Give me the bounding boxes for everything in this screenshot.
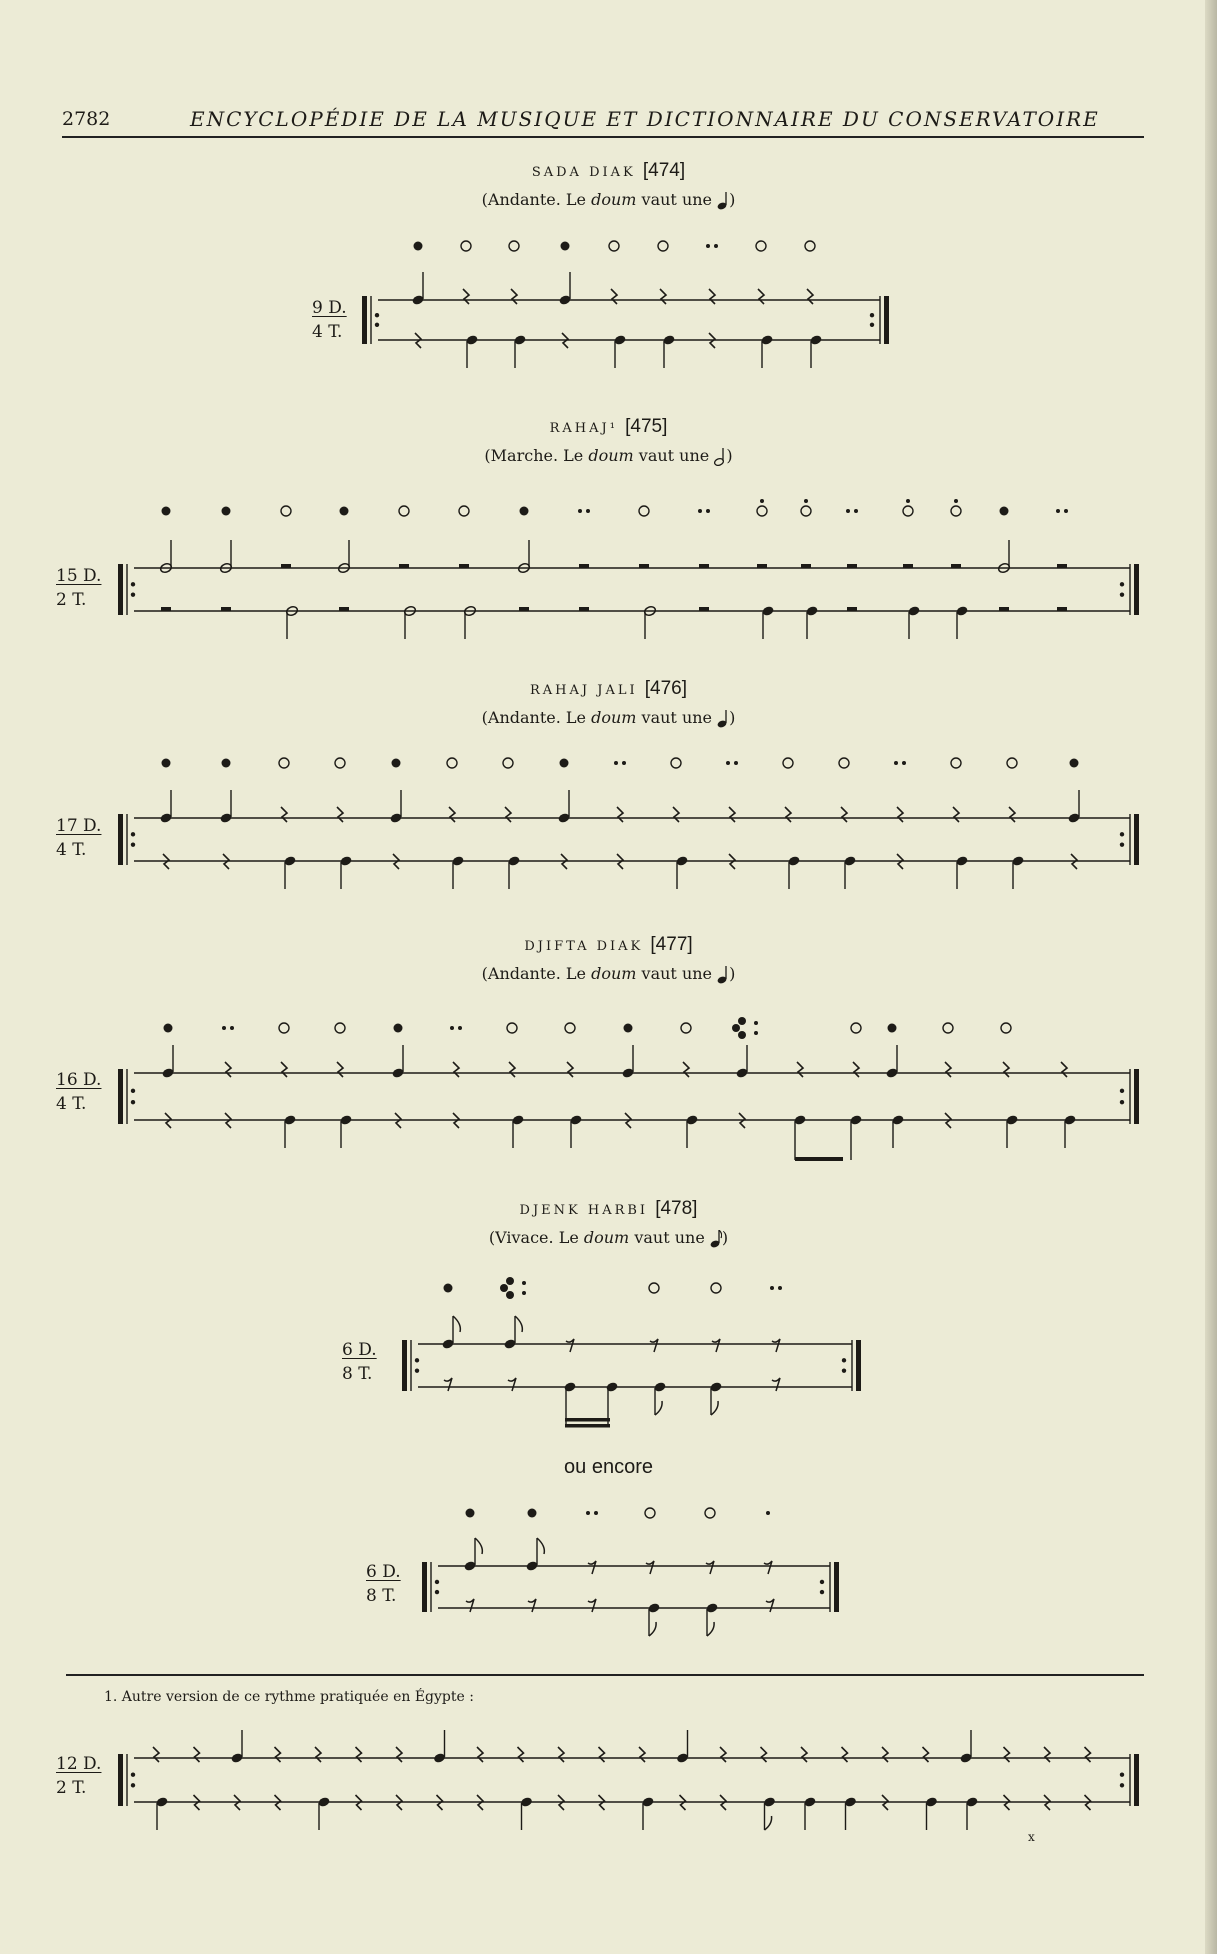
score-footnote-rest (882, 1747, 888, 1762)
score-478-rest (650, 1339, 658, 1352)
score-475-mark (854, 509, 858, 513)
score-478-right-dot (842, 1368, 846, 1372)
score-474-right-dot (870, 313, 874, 317)
score-alt-rest (588, 1599, 596, 1612)
score-477-left-thick-bar (118, 1069, 123, 1124)
rhythm-title-476: RAHAJ JALI [476] (529, 678, 688, 699)
score-alt-right-thick-bar (834, 1562, 839, 1612)
score-footnote-rest (356, 1747, 362, 1762)
score-alt-rest (766, 1599, 774, 1612)
score-477-rest (509, 1062, 515, 1077)
score-474-tek-mark (805, 241, 815, 251)
meter-475: 15 D. 2 T. (56, 566, 102, 610)
score-474-rest (709, 289, 715, 304)
meter-474: 9 D. 4 T. (312, 298, 347, 342)
score-footnote-left-dot (131, 1783, 135, 1787)
score-footnote-rest (153, 1747, 159, 1762)
score-478-beam (565, 1418, 610, 1422)
score-478-mark (506, 1277, 514, 1285)
score-footnote-right-dot (1120, 1783, 1124, 1787)
score-476-tek-mark (839, 758, 849, 768)
score-footnote-left-dot (131, 1773, 135, 1777)
score-476-doum-mark (560, 759, 569, 768)
page-number: 2782 (62, 108, 111, 130)
score-475-rest (951, 564, 961, 568)
score-footnote-rest (842, 1747, 848, 1762)
score-477-right-thick-bar (1134, 1069, 1139, 1124)
tempo-478: (Vivace. Le doum vaut une ) (488, 1228, 729, 1247)
score-477-tek-mark (507, 1023, 517, 1033)
score-475-rest (281, 564, 291, 568)
score-footnote-rest (275, 1747, 281, 1762)
score-478-rest (712, 1339, 720, 1352)
score-475-doum-mark (340, 507, 349, 516)
score-475-rest (519, 607, 529, 611)
score-footnote-rest (518, 1747, 524, 1762)
score-475-mark (698, 509, 702, 513)
score-footnote-rest (599, 1747, 605, 1762)
score-474-rest (660, 289, 666, 304)
score-477-mark (732, 1024, 740, 1032)
score-alt-left-dot (435, 1590, 439, 1594)
score-footnote-rest (639, 1747, 645, 1762)
score-alt-rest (528, 1599, 536, 1612)
score-476-rest (449, 807, 455, 822)
score-475-rest (639, 564, 649, 568)
score-477-left-dot (131, 1100, 135, 1104)
footnote-text: 1. Autre version de ce rythme pratiquée en Égypte : (104, 1689, 474, 1705)
score-476-doum-mark (392, 759, 401, 768)
score-477-beam (795, 1157, 843, 1161)
score-476-rest (953, 807, 959, 822)
score-477-tek-mark (335, 1023, 345, 1033)
score-footnote-rest (477, 1747, 483, 1762)
score-475-rest (757, 564, 767, 568)
score-footnote-rest (1004, 1747, 1010, 1762)
score-476-tek-mark (671, 758, 681, 768)
score-475-rest (801, 564, 811, 568)
meter-footnote: 12 D. 2 T. (56, 1754, 102, 1798)
score-474-left-thick-bar (362, 296, 367, 344)
score-478-mark (500, 1284, 508, 1292)
score-476-mark (614, 761, 618, 765)
score-476-doum-mark (162, 759, 171, 768)
score-alt-mark (586, 1511, 590, 1515)
score-footnote-right-thick-bar (1134, 1754, 1139, 1806)
score-476-tek-mark (447, 758, 457, 768)
score-477-rest (281, 1062, 287, 1077)
score-475-right-dot (1120, 592, 1124, 596)
score-475-tek-mark (951, 506, 961, 516)
score-478-doum-note-flag (515, 1316, 522, 1332)
score-footnote-right-dot (1120, 1773, 1124, 1777)
score-476-left-dot (131, 842, 135, 846)
score-alt-rest (706, 1561, 714, 1574)
score-475-rest (579, 564, 589, 568)
score-475-tek-mark (757, 506, 767, 516)
score-476-rest (897, 807, 903, 822)
score-477-mark (738, 1017, 746, 1025)
score-474-tek-mark (509, 241, 519, 251)
score-476-tek-mark (503, 758, 513, 768)
score-474-rest (758, 289, 764, 304)
rhythm-title-475: RAHAJ¹ [475] (549, 416, 668, 437)
score-alt-right-dot (820, 1580, 824, 1584)
score-475-doum-mark (162, 507, 171, 516)
rhythm-title-478: DJENK HARBI [478] (519, 1198, 698, 1219)
score-475-tek-mark (801, 506, 811, 516)
score-footnote-left-thick-bar (118, 1754, 123, 1806)
score-477-rest (1061, 1062, 1067, 1077)
score-footnote-rest (1044, 1747, 1050, 1762)
score-477-mark (230, 1026, 234, 1030)
score-475-right-thick-bar (1134, 564, 1139, 615)
score-477-rest (683, 1062, 689, 1077)
score-alt-mark (594, 1511, 598, 1515)
score-477-doum-mark (394, 1024, 403, 1033)
score-475-tek-mark (281, 506, 291, 516)
score-475-rest (339, 607, 349, 611)
score-475-left-dot (131, 592, 135, 596)
score-478-right-thick-bar (856, 1340, 861, 1391)
score-476-tek-mark (335, 758, 345, 768)
score-476-rest (281, 807, 287, 822)
score-476-rest (617, 807, 623, 822)
score-478-mark (522, 1291, 526, 1295)
score-478-doum-note-flag (453, 1316, 460, 1332)
score-475-tek-mark (459, 506, 469, 516)
score-475-mark (578, 509, 582, 513)
score-474-tek-mark (609, 241, 619, 251)
score-alt-doum-note-flag (475, 1538, 482, 1554)
score-476-left-dot (131, 832, 135, 836)
score-477-tek-mark (943, 1023, 953, 1033)
score-476-tek-mark (951, 758, 961, 768)
score-477-mark (754, 1031, 758, 1035)
score-alt-mark (766, 1511, 770, 1515)
score-475-tek-mark (399, 506, 409, 516)
score-footnote-rest (396, 1747, 402, 1762)
score-475-mark (586, 509, 590, 513)
score-476-mark (734, 761, 738, 765)
score-alt-tek-mark (705, 1508, 715, 1518)
score-alt-tek-mark (645, 1508, 655, 1518)
score-477-doum-mark (624, 1024, 633, 1033)
score-footnote-rest (923, 1747, 929, 1762)
score-474-tek-mark (658, 241, 668, 251)
score-474-tek-mark (461, 241, 471, 251)
tempo-476: (Andante. Le doum vaut une ) (481, 708, 736, 727)
score-475-rest (399, 564, 409, 568)
score-474-doum-mark (561, 242, 570, 251)
score-478-tek-note-flag (711, 1401, 718, 1415)
score-477-tek-mark (681, 1023, 691, 1033)
score-alt-rest (588, 1561, 596, 1574)
score-474-left-dot (375, 323, 379, 327)
score-475-mark (706, 509, 710, 513)
score-477-rest (853, 1062, 859, 1077)
tempo-477: (Andante. Le doum vaut une ) (481, 964, 736, 983)
score-478-left-dot (415, 1358, 419, 1362)
score-477-mark (754, 1021, 758, 1025)
score-475-doum-mark (520, 507, 529, 516)
score-474-left-dot (375, 313, 379, 317)
score-alt-doum-mark (528, 1509, 537, 1518)
rhythm-title-474: SADA DIAK [474] (531, 160, 686, 181)
score-478-beam (565, 1424, 610, 1428)
score-475-rest (1057, 607, 1067, 611)
score-475-rest (699, 564, 709, 568)
score-475-rest (161, 607, 171, 611)
score-477-mark (738, 1031, 746, 1039)
tempo-474: (Andante. Le doum vaut une ) (481, 190, 736, 209)
score-footnote-rest (761, 1747, 767, 1762)
score-477-tek-mark (279, 1023, 289, 1033)
score-475-rest (903, 564, 913, 568)
score-477-tek-mark (565, 1023, 575, 1033)
score-478-left-dot (415, 1368, 419, 1372)
score-475-doum-mark (1000, 507, 1009, 516)
score-478-rest (508, 1378, 516, 1391)
score-474-rest (511, 289, 517, 304)
score-alt-tek-note-flag (649, 1622, 656, 1636)
alt-label: ou encore (564, 1456, 653, 1478)
score-477-rest (945, 1062, 951, 1077)
score-footnote-rest (720, 1747, 726, 1762)
score-475-rest (847, 564, 857, 568)
score-477-right-dot (1120, 1089, 1124, 1093)
score-footnote-tek-note-flag (765, 1816, 772, 1830)
score-477-tek-mark (1001, 1023, 1011, 1033)
score-478-mark (778, 1286, 782, 1290)
score-477-doum-mark (164, 1024, 173, 1033)
score-478-left-thick-bar (402, 1340, 407, 1391)
score-476-tek-mark (783, 758, 793, 768)
score-474-rest (807, 289, 813, 304)
score-475-rest (999, 607, 1009, 611)
score-478-right-dot (842, 1358, 846, 1362)
score-476-doum-mark (222, 759, 231, 768)
score-477-doum-mark (888, 1024, 897, 1033)
corner-mark: x (1028, 1830, 1035, 1844)
meter-478: 6 D. 8 T. (342, 1340, 377, 1384)
score-474-tek-mark (756, 241, 766, 251)
score-475-right-dot (1120, 582, 1124, 586)
score-478-mark (522, 1281, 526, 1285)
score-475-mark (1064, 509, 1068, 513)
score-alt-left-dot (435, 1580, 439, 1584)
score-476-rest (337, 807, 343, 822)
score-476-mark (894, 761, 898, 765)
score-476-right-thick-bar (1134, 814, 1139, 865)
score-477-mark (458, 1026, 462, 1030)
score-alt-rest (764, 1561, 772, 1574)
score-475-left-thick-bar (118, 564, 123, 615)
score-478-mark (506, 1291, 514, 1299)
score-478-doum-mark (444, 1284, 453, 1293)
score-478-tek-mark (649, 1283, 659, 1293)
score-477-mark (450, 1026, 454, 1030)
rhythm-title-477: DJIFTA DIAK [477] (524, 934, 693, 955)
score-477-mark (222, 1026, 226, 1030)
score-474-mark (706, 244, 710, 248)
score-footnote-rest (194, 1747, 200, 1762)
score-475-mark (1056, 509, 1060, 513)
score-footnote-rest (315, 1747, 321, 1762)
score-476-doum-mark (1070, 759, 1079, 768)
score-476-left-thick-bar (118, 814, 123, 865)
score-478-rest (772, 1339, 780, 1352)
score-478-rest (772, 1378, 780, 1391)
score-footnote-rest (1085, 1747, 1091, 1762)
tempo-475: (Marche. Le doum vaut une ) (484, 446, 733, 465)
score-footnote-rest (558, 1747, 564, 1762)
score-478-rest (566, 1339, 574, 1352)
score-478-mark (770, 1286, 774, 1290)
score-475-rest (459, 564, 469, 568)
score-475-tek-mark (903, 506, 913, 516)
score-474-rest (463, 289, 469, 304)
score-474-doum-mark (414, 242, 423, 251)
score-474-mark (714, 244, 718, 248)
score-477-rest (567, 1062, 573, 1077)
score-474-rest (611, 289, 617, 304)
score-475-rest (221, 607, 231, 611)
score-476-rest (505, 807, 511, 822)
score-475-rest (699, 607, 709, 611)
score-476-rest (1009, 807, 1015, 822)
score-476-rest (729, 807, 735, 822)
score-477-tek-mark (851, 1023, 861, 1033)
score-alt-doum-note-flag (537, 1538, 544, 1554)
score-477-rest (453, 1062, 459, 1077)
score-475-mark (954, 499, 958, 503)
score-alt-right-dot (820, 1590, 824, 1594)
meter-alt: 6 D. 8 T. (366, 1562, 401, 1606)
score-475-left-dot (131, 582, 135, 586)
meter-477: 16 D. 4 T. (56, 1070, 102, 1114)
score-alt-left-thick-bar (422, 1562, 427, 1612)
score-alt-rest (466, 1599, 474, 1612)
score-474-right-thick-bar (884, 296, 889, 344)
score-footnote-rest (801, 1747, 807, 1762)
score-476-tek-mark (279, 758, 289, 768)
score-476-mark (902, 761, 906, 765)
score-475-doum-mark (222, 507, 231, 516)
score-477-rest (1003, 1062, 1009, 1077)
score-477-left-dot (131, 1089, 135, 1093)
score-476-rest (673, 807, 679, 822)
score-475-mark (846, 509, 850, 513)
score-476-rest (841, 807, 847, 822)
score-475-rest (1057, 564, 1067, 568)
score-475-mark (906, 499, 910, 503)
score-477-rest (337, 1062, 343, 1077)
score-476-mark (726, 761, 730, 765)
score-alt-tek-note-flag (707, 1622, 714, 1636)
score-476-mark (622, 761, 626, 765)
score-475-tek-mark (639, 506, 649, 516)
score-476-tek-mark (1007, 758, 1017, 768)
score-478-rest (444, 1378, 452, 1391)
running-title: ENCYCLOPÉDIE DE LA MUSIQUE ET DICTIONNAIRE DU CONSERVATOIRE (190, 107, 1100, 131)
score-476-right-dot (1120, 832, 1124, 836)
meter-476: 17 D. 4 T. (56, 816, 102, 860)
score-474-right-dot (870, 323, 874, 327)
score-476-right-dot (1120, 842, 1124, 846)
score-477-right-dot (1120, 1100, 1124, 1104)
score-alt-doum-mark (466, 1509, 475, 1518)
score-475-mark (804, 499, 808, 503)
score-475-rest (579, 607, 589, 611)
score-478-tek-mark (711, 1283, 721, 1293)
score-477-rest (797, 1062, 803, 1077)
score-478-tek-note-flag (655, 1401, 662, 1415)
score-475-mark (760, 499, 764, 503)
score-475-rest (847, 607, 857, 611)
score-476-rest (785, 807, 791, 822)
score-477-rest (225, 1062, 231, 1077)
score-alt-rest (646, 1561, 654, 1574)
